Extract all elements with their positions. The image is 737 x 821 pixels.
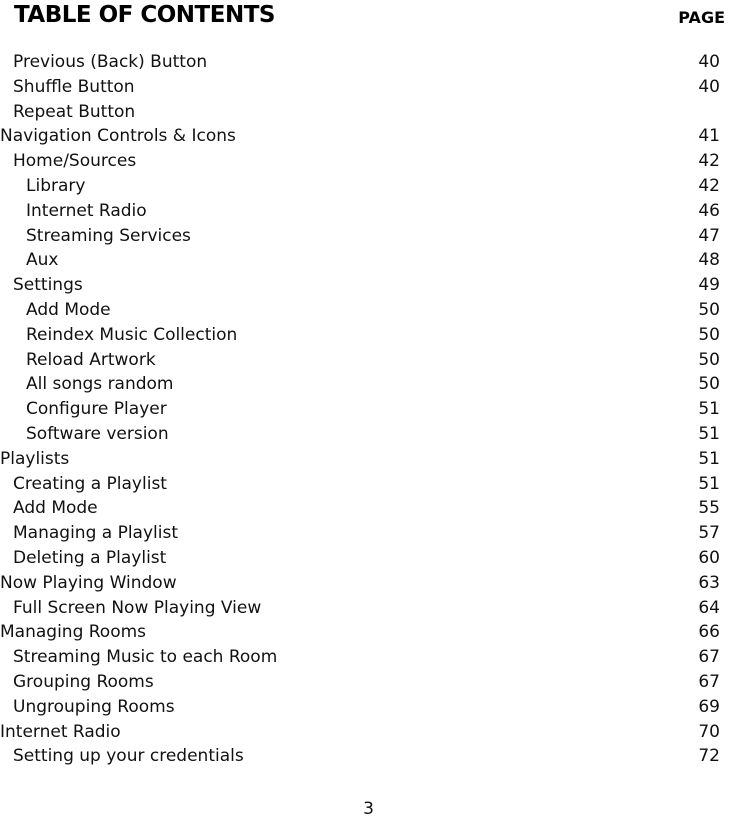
toc-entry [0,397,737,422]
toc-entry-page: 72 [698,746,720,767]
toc-entry-page: 40 [698,76,720,97]
toc-entry [0,174,737,199]
toc-entry-label: Internet Radio [0,721,121,742]
toc-entry [0,744,737,769]
toc-entry-page: 57 [698,523,720,544]
toc-entry [0,720,737,745]
toc-entry-label: Settings [13,275,83,296]
toc-list [0,50,737,769]
toc-entry-label: Reload Artwork [26,349,156,370]
toc-entry [0,199,737,224]
toc-entry-label: Ungrouping Rooms [13,696,175,717]
toc-entry-page: 51 [698,473,720,494]
toc-entry-label: Navigation Controls & Icons [0,126,236,147]
toc-entry [0,496,737,521]
toc-entry-page: 67 [698,647,720,668]
toc-entry-label: All songs random [26,374,174,395]
toc-entry-page: 51 [698,423,720,444]
toc-entry [0,596,737,621]
toc-entry-page: 41 [698,126,720,147]
toc-entry-label: Add Mode [26,299,111,320]
toc-entry [0,695,737,720]
toc-entry [0,248,737,273]
toc-entry-label: Configure Player [26,399,167,420]
toc-entry [0,670,737,695]
toc-entry-label: Shuffle Button [13,76,135,97]
toc-entry-label: Streaming Services [26,225,191,246]
toc-entry-label: Internet Radio [26,200,147,221]
toc-entry [0,149,737,174]
toc-entry-page: 50 [698,349,720,370]
toc-entry [0,447,737,472]
toc-entry-label: Library [26,175,86,196]
toc-entry-page: 69 [698,696,720,717]
toc-entry-page: 63 [698,572,720,593]
toc-entry [0,124,737,149]
toc-entry [0,50,737,75]
toc-entry-page: 42 [698,151,720,172]
toc-entry-label: Aux [26,250,59,271]
toc-entry-page: 50 [698,299,720,320]
toc-entry-page: 42 [698,175,720,196]
toc-entry-label: Playlists [0,448,70,469]
toc-entry-page: 46 [698,200,720,221]
toc-entry-label: Software version [26,423,169,444]
page-column-header: PAGE [678,8,725,27]
toc-entry [0,422,737,447]
toc-entry-label: Deleting a Playlist [13,547,167,568]
toc-entry [0,298,737,323]
toc-entry-page: 66 [698,622,720,643]
page-number: 3 [363,799,374,819]
toc-entry-label: Managing Rooms [0,622,147,643]
toc-entry [0,521,737,546]
toc-entry [0,100,737,125]
toc-entry-label: Setting up your credentials [13,746,244,767]
toc-entry-page: 51 [698,399,720,420]
toc-entry [0,472,737,497]
toc-entry [0,620,737,645]
toc-entry-page: 60 [698,547,720,568]
toc-entry-page: 67 [698,671,720,692]
toc-entry [0,571,737,596]
toc-entry [0,75,737,100]
toc-entry-label: Streaming Music to each Room [13,647,278,668]
toc-entry-label: Repeat Button [13,101,136,122]
toc-entry-label: Grouping Rooms [13,671,154,692]
toc-entry-page: 64 [698,597,720,618]
toc-entry [0,273,737,298]
toc-entry-label: Reindex Music Collection [26,324,238,345]
toc-entry-page: 50 [698,374,720,395]
toc-entry-label: Home/Sources [13,151,137,172]
toc-entry [0,645,737,670]
toc-entry-page: 55 [698,498,720,519]
page-title: TABLE OF CONTENTS [14,2,275,28]
toc-entry [0,546,737,571]
toc-entry-page: 47 [698,225,720,246]
toc-entry-page: 51 [698,448,720,469]
toc-entry-page: 48 [698,250,720,271]
toc-entry-page: 49 [698,275,720,296]
toc-entry-label: Previous (Back) Button [13,52,208,72]
toc-entry-label: Creating a Playlist [13,473,167,494]
toc-entry-label: Now Playing Window [0,572,177,593]
toc-entry-page: 50 [698,324,720,345]
toc-entry-label: Full Screen Now Playing View [13,597,262,618]
toc-entry-page: 70 [698,721,720,742]
toc-entry [0,323,737,348]
toc-entry-label: Managing a Playlist [13,523,179,544]
toc-entry-label: Add Mode [13,498,98,519]
toc-entry [0,224,737,249]
toc-entry [0,372,737,397]
toc-entry [0,348,737,373]
toc-entry-page: 40 [698,52,720,72]
